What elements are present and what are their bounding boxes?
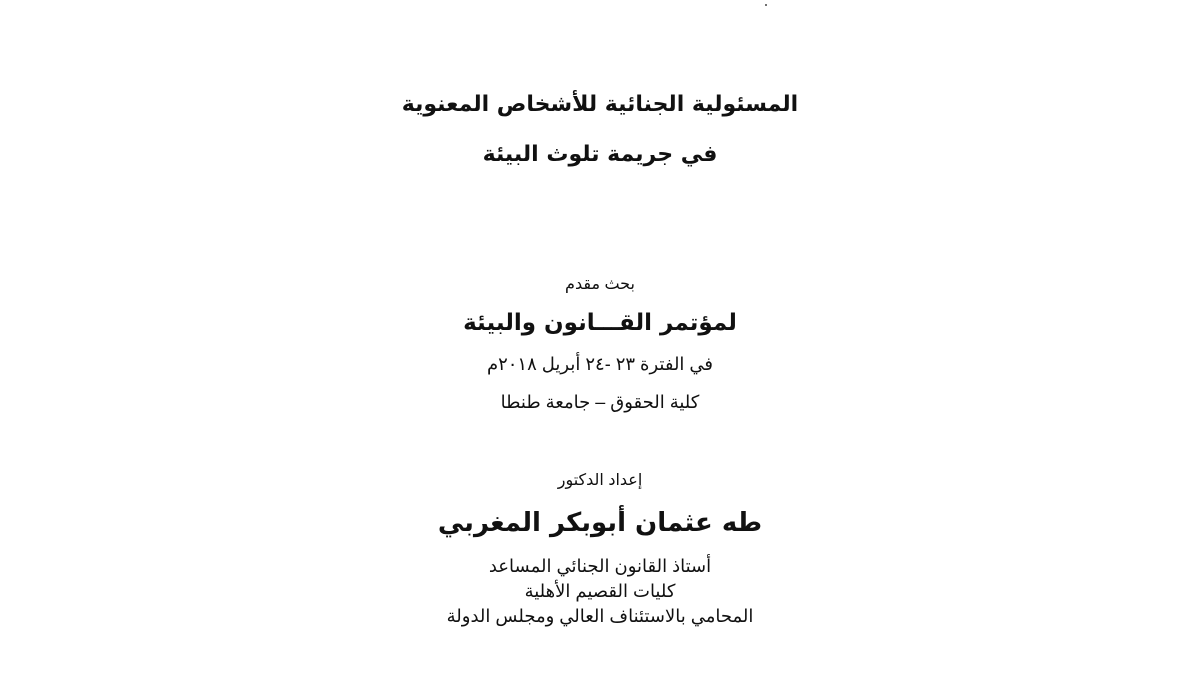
research-title-line-2: في جريمة تلوث البيئة bbox=[482, 142, 718, 167]
author-position-3: المحامي بالاستئناف العالي ومجلس الدولة bbox=[446, 606, 754, 626]
conference-host: كلية الحقوق – جامعة طنطا bbox=[500, 392, 700, 412]
conference-name: لمؤتمر القـــانون والبيئة bbox=[463, 310, 737, 336]
stray-mark bbox=[765, 4, 767, 6]
research-title-line-1: المسئولية الجنائية للأشخاص المعنوية bbox=[401, 92, 799, 117]
author-position-2: كليات القصيم الأهلية bbox=[524, 581, 676, 601]
author-position-1: أستاذ القانون الجنائي المساعد bbox=[488, 556, 712, 576]
author-name: طه عثمان أبوبكر المغربي bbox=[437, 508, 763, 538]
prepared-by-label: إعداد الدكتور bbox=[557, 472, 643, 489]
submission-intro: بحث مقدم bbox=[565, 276, 635, 293]
conference-period: في الفترة ٢٣ -٢٤ أبريل ٢٠١٨م bbox=[486, 354, 714, 374]
